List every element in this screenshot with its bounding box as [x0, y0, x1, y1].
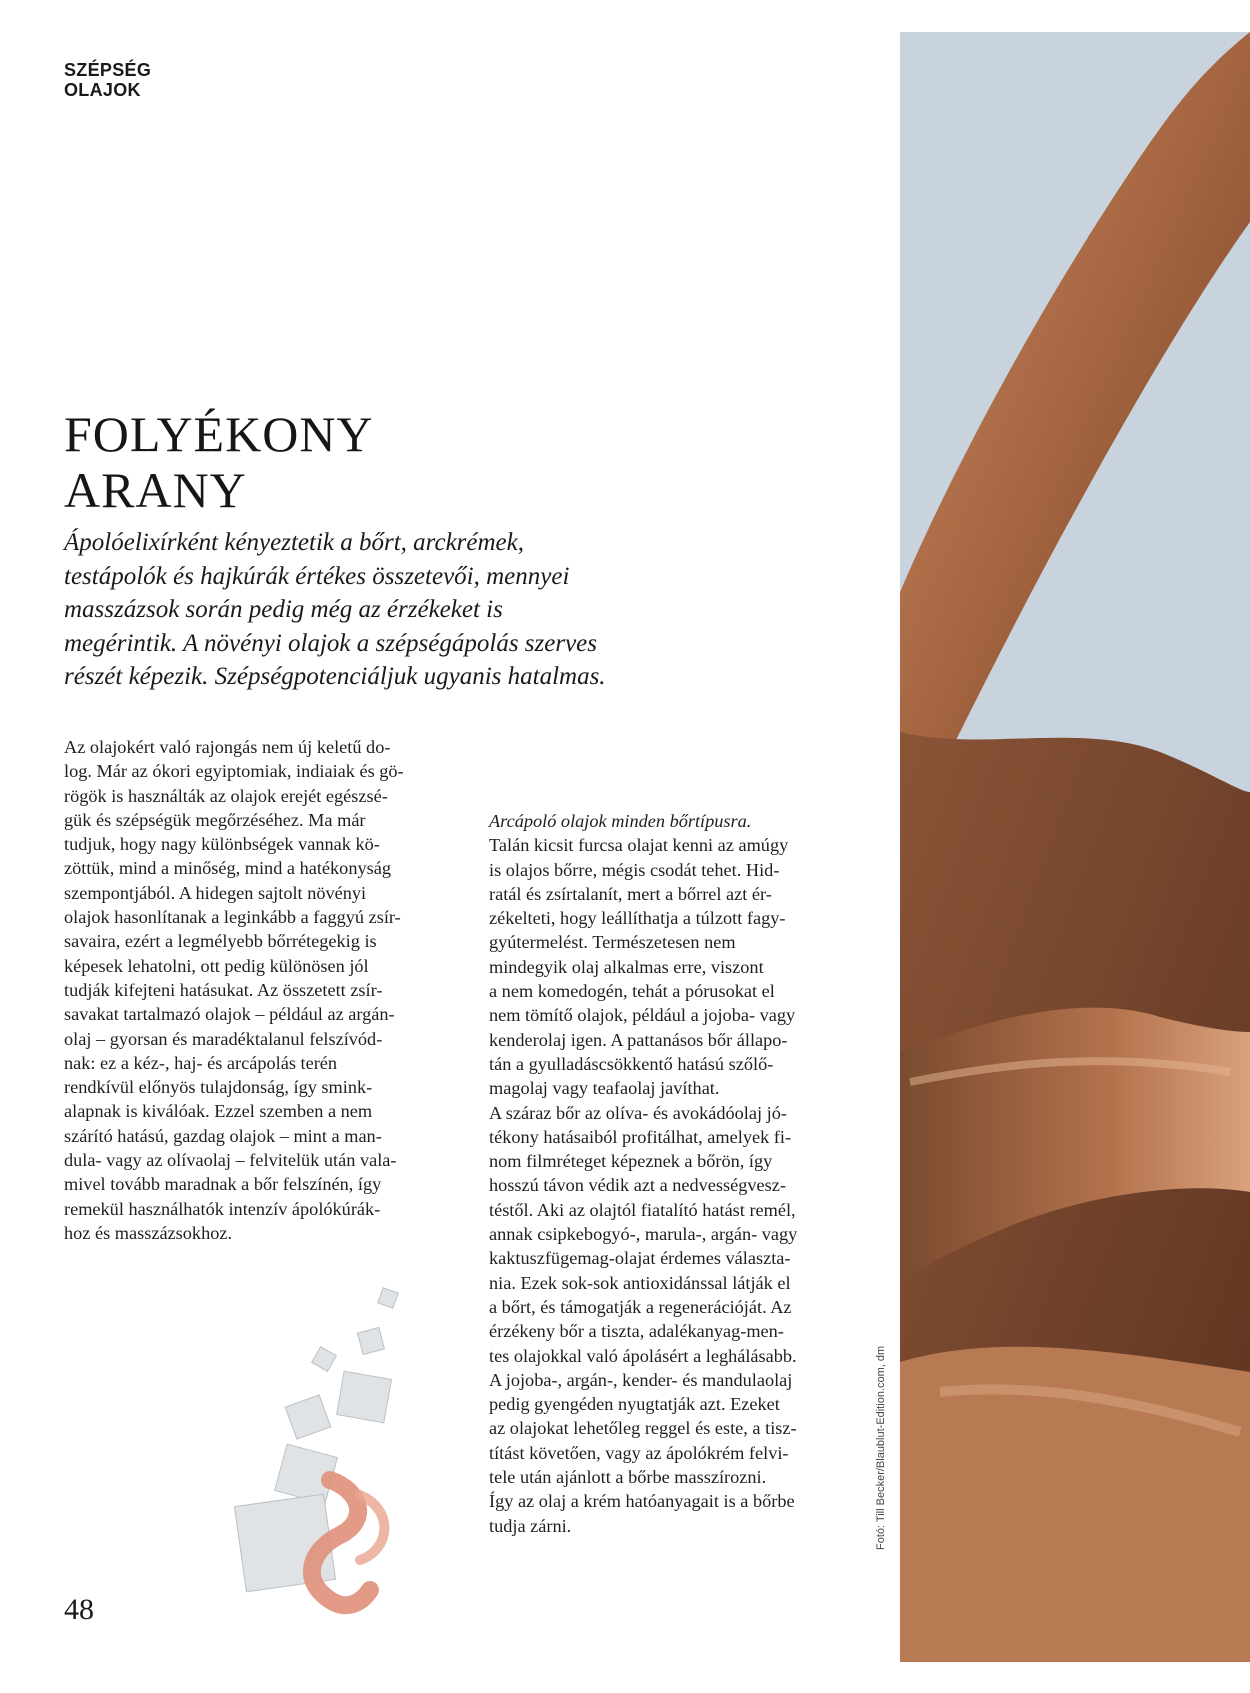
body-line: Talán kicsit furcsa olajat kenni az amúgy: [489, 835, 789, 856]
body-line: tudjuk, hogy nagy különbségek vannak kö-: [64, 834, 380, 855]
body-column-right: [489, 809, 847, 1538]
skin-photo: [900, 32, 1250, 1662]
body-line: is olajos bőrre, mégis csodát tehet. Hid-: [489, 859, 780, 880]
body-line: olaj – gyorsan és maradéktalanul felszívód-: [64, 1028, 383, 1049]
body-column-left: [64, 735, 474, 1245]
body-line: érzékeny bőr a tiszta, adalékanyag-men-: [489, 1321, 784, 1342]
column-subheading: Arcápoló olajok minden bőrtípusra.: [489, 811, 752, 831]
body-line: tele után ajánlott a bőrbe masszírozni.: [489, 1467, 767, 1488]
body-line: kaktuszfügemag-olajat érdemes választa-: [489, 1248, 791, 1269]
lead-line: részét képezik. Szépségpotenciáljuk ugyanis hatalmas.: [64, 663, 606, 690]
body-line: nia. Ezek sok-sok antioxidánssal látják el: [489, 1272, 791, 1293]
body-line: remekül használhatók intenzív ápolókúrák-: [64, 1198, 381, 1219]
body-line: pedig gyengéden nyugtatják azt. Ezeket: [489, 1394, 780, 1415]
body-line: téstől. Aki az olajtól fiatalító hatást remél,: [489, 1199, 796, 1220]
photo-credit: Fotó: Till Becker/Blaublut-Edition.com, dm: [875, 1345, 887, 1550]
page-number: 48: [64, 1593, 94, 1626]
title-line-2: ARANY: [64, 462, 247, 518]
lead-line: testápolók és hajkúrák értékes összetevői, mennyei: [64, 562, 570, 590]
body-line: ratál és zsírtalanít, mert a bőrrel azt ér-: [489, 883, 772, 904]
lead-line: masszázsok során pedig még az érzékeket is: [64, 596, 503, 623]
body-line: hoz és masszázsokhoz.: [64, 1222, 233, 1243]
section-line-2: OLAJOK: [64, 80, 141, 100]
body-line: kenderolaj igen. A pattanásos bőr állapo-: [489, 1029, 788, 1050]
body-line: gük és szépségük megőrzéséhez. Ma már: [64, 809, 366, 830]
body-line: tudja zárni.: [489, 1515, 572, 1536]
body-line: szempontjából. A hidegen sajtolt növényi: [64, 882, 367, 903]
body-line: savakat tartalmazó olajok – például az argán-: [64, 1004, 395, 1025]
body-line: alapnak is kiválóak. Ezzel szemben a nem: [64, 1101, 373, 1122]
body-line: rögök is használták az olajok erejét egészsé-: [64, 785, 388, 806]
body-line: tékony hatásaiból profitálhat, amelyek fi-: [489, 1126, 792, 1147]
body-line: tes olajokkal való ápolásért a leghálásabb.: [489, 1345, 797, 1366]
body-line: gyútermelést. Természetesen nem: [489, 932, 736, 953]
body-line: olajok hasonlítanak a leginkább a faggyú zsír-: [64, 907, 401, 928]
body-line: tán a gyulladáscsökkentő hatású szőlő-: [489, 1053, 774, 1074]
body-line: nom filmréteget képeznek a bőrön, így: [489, 1151, 773, 1172]
title-line-1: FOLYÉKONY: [64, 406, 374, 462]
body-line: A száraz bőr az olíva- és avokádóolaj jó-: [489, 1102, 787, 1123]
section-line-1: SZÉPSÉG: [64, 60, 152, 80]
body-line: títást követően, vagy az ápolókrém felvi-: [489, 1442, 789, 1463]
body-line: magolaj vagy teafaolaj javíthat.: [489, 1078, 720, 1099]
lead-paragraph: [64, 526, 784, 694]
body-line: tudják kifejteni hatásukat. Az összetett zsír-: [64, 979, 383, 1000]
body-line: zöttük, mind a minőség, mind a hatékonyság: [64, 858, 391, 879]
body-line: az olajokat lehetőleg reggel és este, a tisz-: [489, 1418, 797, 1439]
article-title: [64, 406, 374, 518]
body-line: annak csipkebogyó-, marula-, argán- vagy: [489, 1224, 798, 1245]
body-line: dula- vagy az olívaolaj – felvitelük után vala-: [64, 1150, 397, 1171]
body-line: mindegyik olaj alkalmas erre, viszont: [489, 956, 764, 977]
body-line: Az olajokért való rajongás nem új keletű do-: [64, 737, 391, 757]
body-line: log. Már az ókori egyiptomiak, indiaiak és gö-: [64, 761, 404, 782]
lead-line: Ápolóelixírként kényeztetik a bőrt, arckrémek,: [64, 529, 524, 556]
skin-photo-illustration: [900, 32, 1250, 1662]
section-tag: [64, 60, 151, 100]
ice-cube-oil-illustration: [220, 1280, 440, 1620]
lead-line: megérintik. A növényi olajok a szépségápolás szerves: [64, 629, 598, 657]
body-line: szárító hatású, gazdag olajok – mint a man-: [64, 1125, 382, 1146]
body-line: zékelteti, hogy leállíthatja a túlzott fagy-: [489, 908, 786, 929]
body-line: Így az olaj a krém hatóanyagait is a bőrbe: [489, 1491, 795, 1512]
body-line: képesek lehatolni, ott pedig különösen jól: [64, 955, 369, 976]
body-line: a nem komedogén, tehát a pórusokat el: [489, 981, 775, 1002]
body-line: hosszú távon védik azt a nedvességvesz-: [489, 1175, 786, 1196]
body-line: savaira, ezért a legmélyebb bőrrétegekig is: [64, 931, 377, 952]
body-line: A jojoba-, argán-, kender- és mandulaolaj: [489, 1369, 793, 1390]
ice-cubes-icon: [220, 1280, 440, 1620]
body-line: mivel tovább maradnak a bőr felszínén, így: [64, 1174, 382, 1195]
body-line: nak: ez a kéz-, haj- és arcápolás terén: [64, 1052, 338, 1073]
body-line: rendkívül előnyös tulajdonság, így smink-: [64, 1077, 373, 1098]
body-line: a bőrt, és támogatják a regenerációját. Az: [489, 1296, 792, 1317]
body-line: nem tömítő olajok, például a jojoba- vagy: [489, 1005, 796, 1026]
